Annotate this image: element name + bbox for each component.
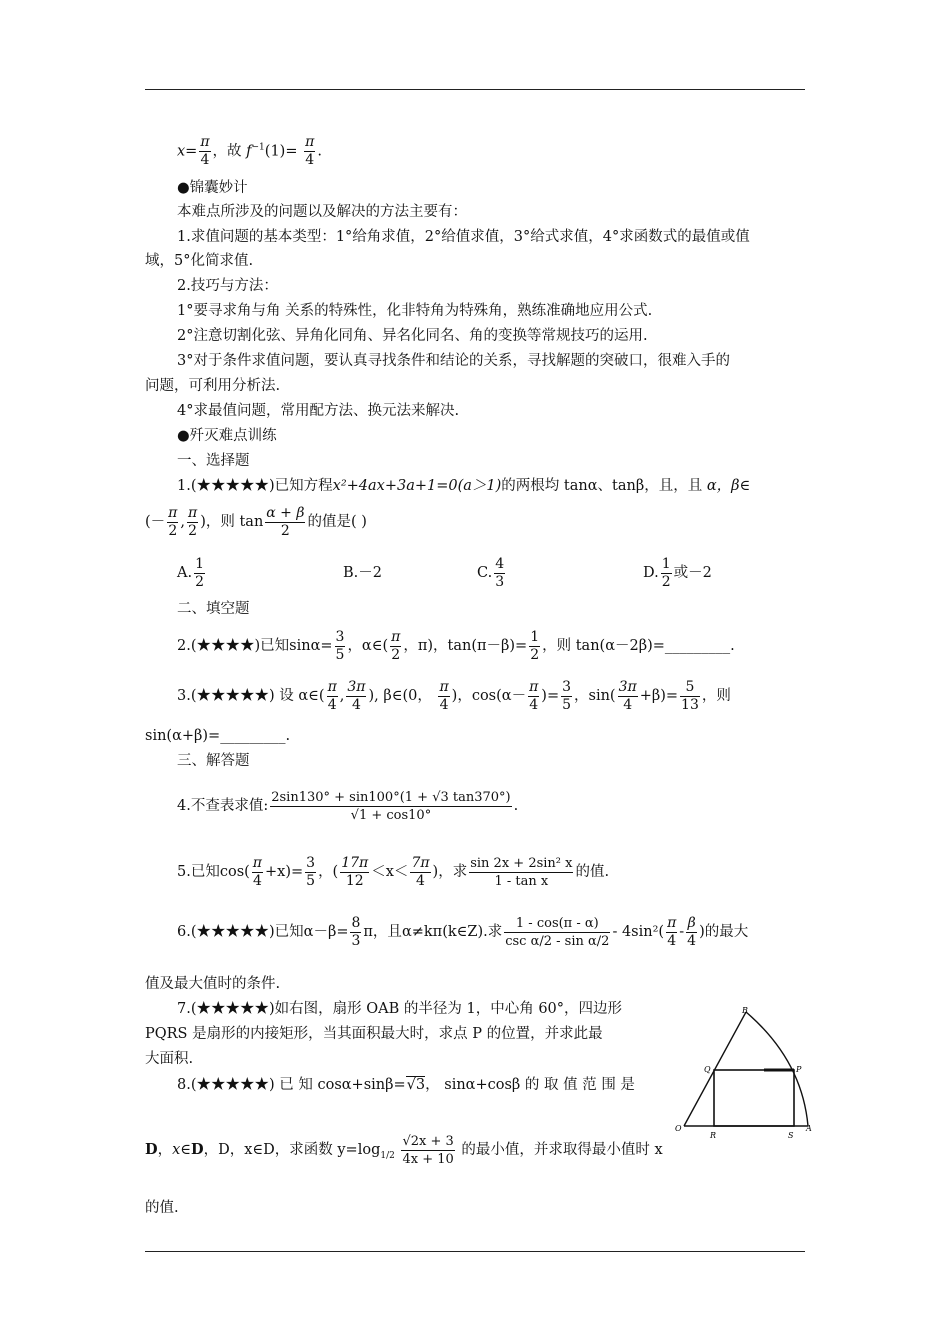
label-p: P xyxy=(796,1065,802,1074)
fraction: $\frac{\pi}{4}$ xyxy=(305,134,315,168)
question-6-tail: 值及最大值时的条件. xyxy=(145,976,281,992)
para-intro: 本难点所涉及的问题以及解决的方法主要有： xyxy=(177,204,467,220)
question-3: 3.(★★★★★) 设 α∈( $\frac{\pi}{4}$ , $\frac{3\pi}{4}$ ), β∈(0， $\frac{\pi}{4}$ )，cos(α－ $\frac{\pi}{4}$ )= $\frac{3}{5}$ ，sin( $\frac{3\pi}{4}$ +β)= $\frac{5}{13}$ ，则 xyxy=(177,678,731,713)
question-6: 6.(★★★★★)已知α－β= $\frac{8}{3}$ π，且α≠kπ(k∈Z).求 $\frac{1 - \cos(\pi - \alpha)}{\text{csc α/2 - sin α/2}}$ - 4sin²( $\frac{\pi}{4}$ - $\frac{\beta}{4}$ )的最大 xyxy=(177,914,749,949)
label-b: B xyxy=(742,1006,748,1015)
para-2: 2.技巧与方法： xyxy=(177,278,278,294)
section-jianmie: ●歼灭难点训练 xyxy=(177,428,277,444)
question-8b: D，x∈D，D，x∈D，求函数 $y=\log_{1/2}$ $\frac{√2x + 3}{4x + 10}$ 的最小值，并求取得最小值时 x xyxy=(145,1133,663,1167)
para-2-4: 4°求最值问题，常用配方法、换元法来解决. xyxy=(177,403,460,419)
heading-solve: 三、解答题 xyxy=(177,753,250,769)
option-b: B.－2 xyxy=(343,565,382,581)
question-5: 5.已知cos( $\frac{\pi}{4}$ +x)= $\frac{3}{5}$ ，( $\frac{17\pi}{12}$ ＜x＜ $\frac{7\pi}{4}$ )，求 $\frac{\text{sin 2x + 2sin² x}}{\text{1 - tan x}}$ 的值. xyxy=(177,854,610,889)
question-8a: 8.(★★★★★) 已 知 cosα+sinβ=√3， sinα+cosβ 的 取 值 范 围 是 xyxy=(177,1077,635,1093)
para-2-1: 1°要寻求角与角 关系的特殊性，化非特角为特殊角，熟练准确地应用公式. xyxy=(177,303,653,319)
label-o: O xyxy=(675,1124,682,1133)
options-row xyxy=(145,553,837,593)
para-1b: 域，5°化简求值. xyxy=(145,253,254,269)
heading-fill: 二、填空题 xyxy=(177,601,250,617)
question-1: 1.(★★★★★)已知方程x²+4ax+3a+1=0(a＞1)的两根均 tanα、tanβ，且，且 α，β∈ xyxy=(177,478,751,494)
question-7b: PQRS 是扇形的内接矩形，当其面积最大时，求点 P 的位置，并求此最 xyxy=(145,1026,603,1042)
question-7c: 大面积. xyxy=(145,1051,194,1067)
heading-choice: 一、选择题 xyxy=(177,453,250,469)
option-c: C. $\frac{4}{3}$ xyxy=(477,555,505,590)
para-2-3b: 问题，可利用分析法. xyxy=(145,378,281,394)
para-1a: 1.求值问题的基本类型：1°给角求值，2°给值求值，3°给式求值，4°求函数式的最值或值 xyxy=(177,229,750,245)
question-7a: 7.(★★★★★)如右图，扇形 OAB 的半径为 1，中心角 60°，四边形 xyxy=(177,1001,623,1017)
section-jinnang: ●锦囊妙计 xyxy=(177,180,248,196)
question-3-tail: sin(α+β)=_________. xyxy=(145,728,291,744)
sector-figure xyxy=(672,1005,817,1145)
label-s: S xyxy=(788,1131,794,1140)
header-rule xyxy=(145,89,805,90)
option-d: D. $\frac{1}{2}$ 或－2 xyxy=(643,555,712,590)
answer-line: x= $\frac{\pi}{4}$ ，故 $f^{-1}(1)=$ $\frac{\pi}{4}$ . xyxy=(177,134,322,168)
question-4: 4.不查表求值: $\frac{2\sin 130^\circ + \sin 100^\circ(1 + √3 \tan 370^\circ)}{√1 + \cos 10^\circ}$ . xyxy=(177,789,519,823)
label-r: R xyxy=(710,1131,717,1140)
question-1-cont: (－ $\frac{\pi}{2}$ , $\frac{\pi}{2}$ )，则 tan $\frac{\alpha + \beta}{2}$ 的值是( ) xyxy=(145,504,367,539)
para-2-3a: 3°对于条件求值问题，要认真寻找条件和结论的关系，寻找解题的突破口，很难入手的 xyxy=(177,353,730,369)
question-8-tail: 的值. xyxy=(145,1200,179,1216)
question-2: 2.(★★★★)已知sinα= $\frac{3}{5}$ ，α∈( $\frac{\pi}{2}$ ，π)，tan(π－β)= $\frac{1}{2}$ ，则 tan(α－2β)=_________. xyxy=(177,628,735,663)
footer-rule xyxy=(145,1251,805,1252)
label-a: A xyxy=(806,1124,812,1133)
option-a: A. $\frac{1}{2}$ xyxy=(177,555,205,590)
fraction: $\frac{\pi}{4}$ xyxy=(200,134,210,168)
para-2-2: 2°注意切割化弦、异角化同角、异名化同名、角的变换等常规技巧的运用. xyxy=(177,328,648,344)
label-q: Q xyxy=(704,1065,711,1074)
